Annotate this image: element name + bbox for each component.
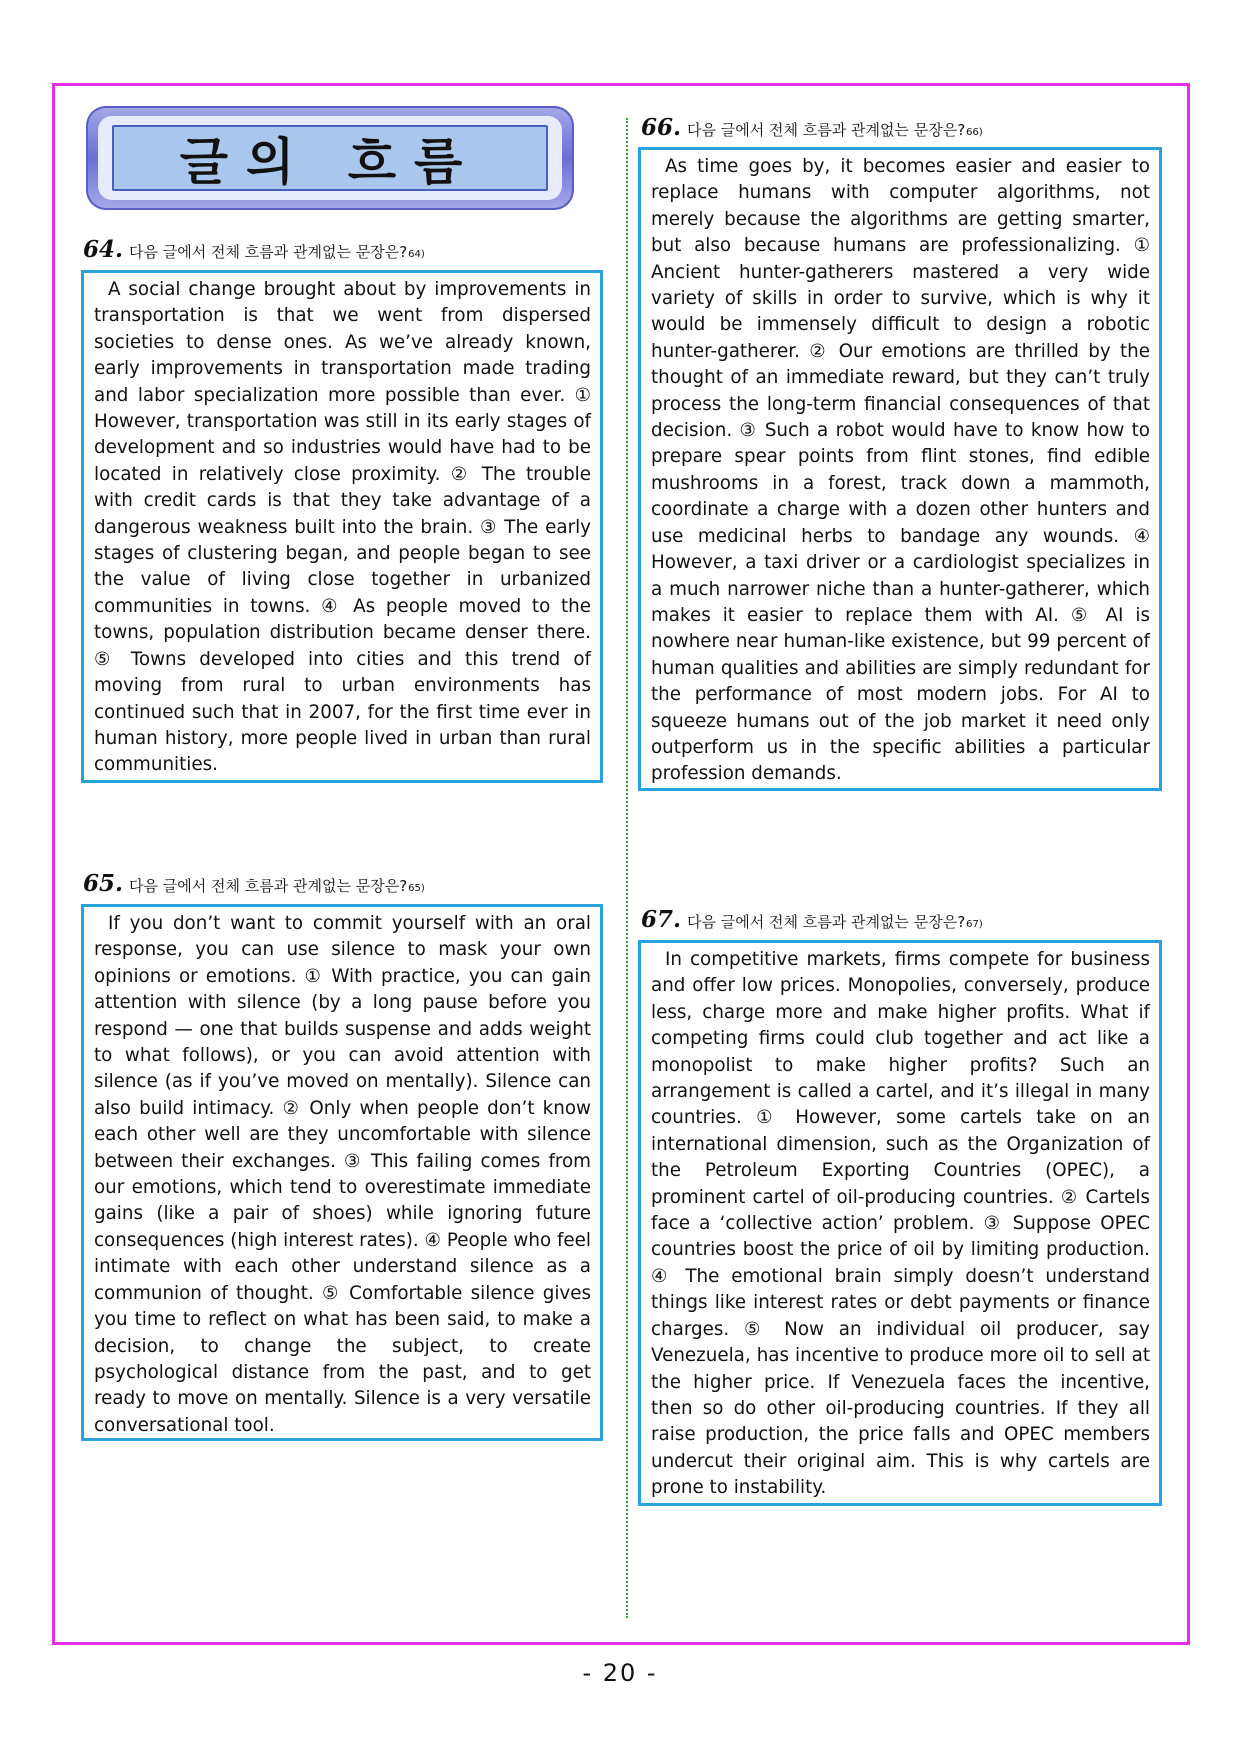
question-66-number: 66. xyxy=(641,114,682,141)
question-64-header xyxy=(83,236,425,263)
question-66-footnote: 66) xyxy=(966,127,983,138)
question-66-passage: As time goes by, it becomes easier and easier to replace humans with computer algorithms, not merely because the algorithms are getting smarter, but also because humans are professionalizing. ① Ancient hunter-gatherers mastered a very wide variety of skills in order to survive, which is why it would be immensely difficult to design a robotic hunter-gatherer. ② Our emotions are thrilled by the thought of an immediate reward, but they can’t truly process the long-term financial consequences of that decision. ③ Such a robot would have to know how to prepare spear points from flint stones, find edible mushrooms in a forest, track down a mammoth, coordinate a charge with a dozen other hunters and use medicinal herbs to bandage any wounds. ④ However, a taxi driver or a cardiologist specializes in a much narrower niche than a hunter-gatherer, which makes it easier to replace them with AI. ⑤ AI is nowhere near human-like existence, but 99 percent of human qualities and abilities are simply redundant for the performance of most modern jobs. For AI to squeeze humans out of the job market it need only outperform us in the specific abilities a particular profession demands. xyxy=(651,156,1150,785)
question-65-number: 65. xyxy=(83,870,124,897)
question-67-footnote: 67) xyxy=(966,919,983,930)
question-65-passage-box xyxy=(81,904,603,1441)
question-64-number: 64. xyxy=(83,236,124,263)
question-66-prompt: 다음 글에서 전체 흐름과 관계없는 문장은? xyxy=(687,121,966,139)
question-64-passage: A social change brought about by improvements in transportation is that we went from dispersed societies to dense ones. As we’ve already known, early improvements in transportation made trading and labor specialization more possible than ever. ① However, transportation was still in its early stages of development and so industries would have had to be located in relatively close proximity. ② The trouble with credit cards is that they take advantage of a dangerous weakness built into the brain. ③ The early stages of clustering began, and people began to see the value of living close together in urbanized communities in towns. ④ As people moved to the towns, population distribution became denser there. ⑤ Towns developed into cities and this trend of moving from rural to urban environments has continued such that in 2007, for the first time ever in human history, more people lived in urban than rural communities. xyxy=(94,279,591,776)
question-67-prompt: 다음 글에서 전체 흐름과 관계없는 문장은? xyxy=(687,913,966,931)
question-67-passage-box xyxy=(638,940,1162,1506)
question-65-passage: If you don’t want to commit yourself with an oral response, you can use silence to mask your own opinions or emotions. ① With practice, you can gain attention with silence (by a long pause before you respond — one that builds suspense and adds weight to what follows), or you can avoid attention with silence (as if you’ve moved on mentally). Silence can also build intimacy. ② Only when people don’t know each other well are they uncomfortable with silence between their exchanges. ③ This failing comes from our emotions, which tend to overestimate immediate gains (like a pair of shoes) while ignoring future consequences (high interest rates). ④ People who feel intimate with each other understand silence as a communion of thought. ⑤ Comfortable silence gives you time to reflect on what has been said, to make a decision, to change the subject, to create psychological distance from the past, and to get ready to move on mentally. Silence is a very versatile conversational tool. xyxy=(94,913,591,1436)
banner-core xyxy=(112,125,548,191)
question-67-header xyxy=(641,906,983,933)
section-title: 글의 흐름 xyxy=(179,133,481,191)
question-65-prompt: 다음 글에서 전체 흐름과 관계없는 문장은? xyxy=(129,877,408,895)
question-65-header xyxy=(83,870,425,897)
question-64-prompt: 다음 글에서 전체 흐름과 관계없는 문장은? xyxy=(129,243,408,261)
question-64-passage-box xyxy=(81,270,603,783)
question-67-number: 67. xyxy=(641,906,682,933)
question-64-footnote: 64) xyxy=(408,249,425,260)
question-67-passage: In competitive markets, firms compete for business and offer low prices. Monopolies, conversely, produce less, charge more and make higher profits. What if competing firms could club together and act like a monopolist to make higher profits? Such an arrangement is called a cartel, and it’s illegal in many countries. ① However, some cartels take on an international dimension, such as the Organization of the Petroleum Exporting Countries (OPEC), a prominent cartel of oil-producing countries. ② Cartels face a ‘collective action’ problem. ③ Suppose OPEC countries boost the price of oil by limiting production. ④ The emotional brain simply doesn’t understand things like interest rates or debt payments or finance charges. ⑤ Now an individual oil producer, say Venezuela, has incentive to produce more oil to sell at the higher price. If Venezuela faces the incentive, then so do other oil-producing countries. If they all raise production, the price falls and OPEC members undercut their original aim. This is why cartels are prone to instability. xyxy=(651,949,1150,1499)
column-divider xyxy=(626,118,628,1618)
question-65-footnote: 65) xyxy=(408,883,425,894)
question-66-passage-box xyxy=(638,147,1162,791)
banner-inner xyxy=(98,116,562,200)
question-66-header xyxy=(641,114,983,141)
section-banner xyxy=(86,106,574,210)
page-number: - 20 - xyxy=(582,1659,658,1687)
